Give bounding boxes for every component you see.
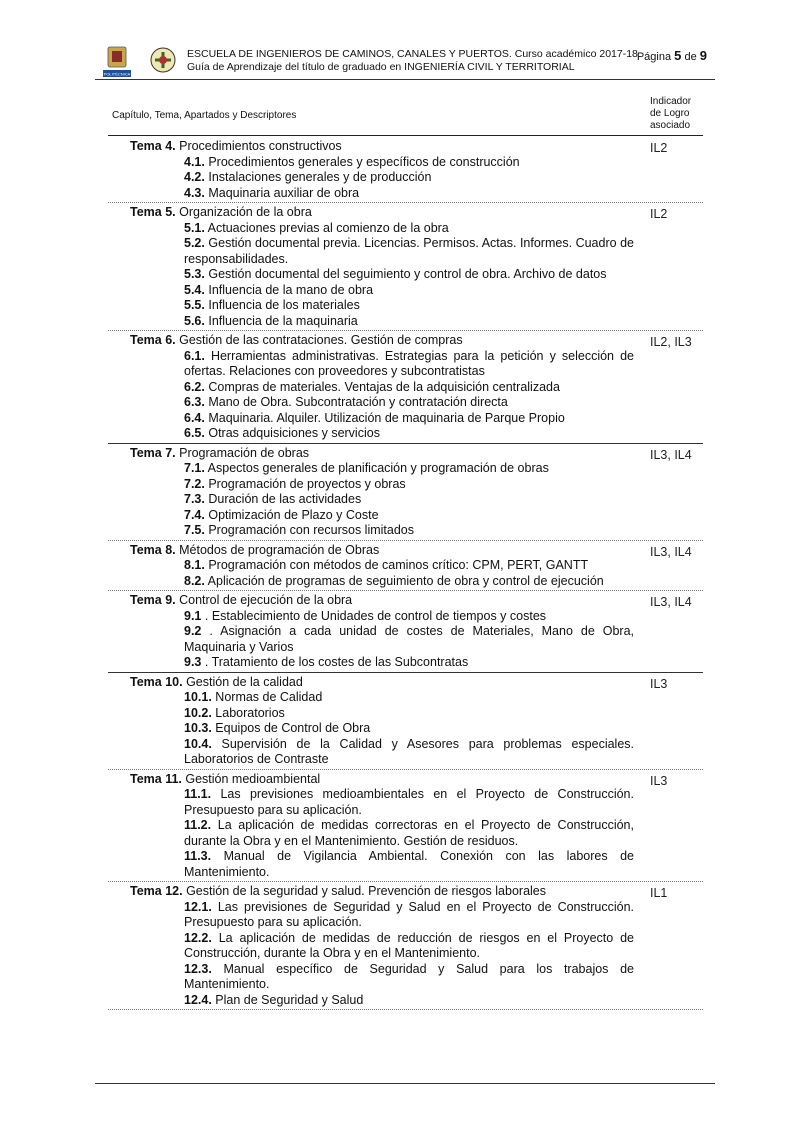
topic-title [108,593,703,609]
item-text: Maquinaria. Alquiler. Utilización de maquinaria de Parque Propio [208,410,565,425]
item-number: 9.2 [184,624,202,638]
school-crest-icon [149,46,177,74]
item-text: Programación con recursos limitados [208,523,414,537]
item-number: 8.2. [184,573,205,588]
topic-title [108,139,703,155]
topic-item [108,477,634,493]
topic-block [108,882,703,1010]
topic-title [108,543,703,559]
topic-title-text: Gestión de la calidad [186,674,303,689]
item-number: 4.2. [184,170,205,184]
topic-number: Tema 8. [130,542,176,557]
topic-item [108,426,634,442]
topic-item [108,236,634,267]
item-text: Programación de proyectos y obras [208,476,406,491]
topic-number: Tema 6. [130,333,176,347]
achievement-indicator: IL3, IL4 [650,595,692,609]
item-text: Plan de Seguridad y Salud [215,992,364,1007]
item-number: 8.1. [184,558,205,572]
column-header-topics: Capítulo, Tema, Apartados y Descriptores [112,110,297,121]
footer-divider [95,1083,715,1084]
topic-item [108,395,634,411]
topic-item [108,267,634,283]
item-text: Instalaciones generales y de producción [208,170,432,184]
item-number: 6.4. [184,410,205,425]
item-text: La aplicación de medidas de reducción de riesgos en el Proyecto de Construcción, durante la Obra y en el Mantenimiento. [184,930,634,960]
item-number: 5.2. [184,236,205,250]
topic-title-text: Gestión de la seguridad y salud. Prevención de riesgos laborales [186,884,546,898]
topic-block [108,444,703,541]
item-number: 9.3 [184,655,202,669]
item-number: 5.5. [184,298,205,312]
item-text: Maquinaria auxiliar de obra [208,185,360,200]
topic-title-text: Control de ejecución de la obra [179,593,353,607]
topic-item [108,170,634,186]
item-text: Laboratorios [215,705,285,720]
topic-title-text: Programación de obras [179,445,310,460]
topic-block [108,770,703,883]
item-text: Manual específico de Seguridad y Salud para los trabajos de Mantenimiento. [184,961,634,991]
topic-block [108,137,703,203]
item-number: 7.1. [184,461,205,475]
topic-item [108,818,634,849]
page-number: Página 5 de 9 [636,48,707,63]
topic-title-text: Procedimientos constructivos [179,139,342,153]
item-text: Herramientas administrativas. Estrategias para la petición y selección de ofertas. Relaciones con proveedores y subcontratistas [184,348,634,378]
svg-text:POLITÉCNICA: POLITÉCNICA [103,71,131,77]
item-text: . Tratamiento de los costes de las Subcontratas [204,655,469,669]
header-line2: Guía de Aprendizaje del título de graduado en INGENIERÍA CIVIL Y TERRITORIAL [187,61,575,73]
topic-item [108,900,634,931]
topic-title-text: Organización de la obra [179,205,312,219]
topic-item [108,849,634,880]
topic-item [108,737,634,768]
item-text: Otras adquisiciones y servicios [208,426,380,440]
item-number: 12.1. [184,899,212,914]
column-header-indicator: Indicador de Logro asociado [650,96,692,131]
header-divider [95,79,715,80]
item-number: 5.4. [184,282,205,297]
item-number: 4.3. [184,185,205,200]
achievement-indicator: IL1 [650,886,668,900]
achievement-indicator: IL3, IL4 [650,544,692,559]
achievement-indicator: IL3 [650,676,668,691]
item-number: 6.5. [184,426,205,440]
table-header-divider [108,135,703,136]
topic-number: Tema 4. [130,139,176,153]
topic-title-text: Gestión de las contrataciones. Gestión de compras [179,333,463,347]
achievement-indicator: IL3 [650,773,668,788]
topic-item [108,461,634,477]
item-number: 7.3. [184,492,205,506]
topic-item [108,706,634,722]
topic-title [108,675,703,691]
item-number: 5.6. [184,313,205,328]
topic-item [108,523,634,539]
topic-block [108,591,703,673]
topic-item [108,186,634,202]
topic-item [108,155,634,171]
topic-block [108,541,703,592]
item-number: 7.5. [184,523,205,537]
topic-block [108,331,703,444]
achievement-indicator: IL2, IL3 [650,335,692,349]
topic-item [108,787,634,818]
item-text: Equipos de Control de Obra [215,721,371,735]
item-text: Programación con métodos de caminos crítico: CPM, PERT, GANTT [208,558,589,572]
topic-item [108,380,634,396]
topic-number: Tema 9. [130,593,176,607]
topic-title [108,446,703,462]
item-number: 7.2. [184,476,205,491]
item-number: 11.2. [184,818,212,832]
item-number: 6.3. [184,395,205,409]
item-text: Influencia de la maquinaria [208,313,358,328]
topic-item [108,558,634,574]
item-text: Supervisión de la Calidad y Asesores para problemas especiales. Laboratorios de Contraste [184,736,634,766]
page-header [95,40,715,80]
item-number: 5.3. [184,267,205,281]
item-number: 11.3. [184,849,212,863]
topic-item [108,721,634,737]
topic-item [108,655,634,671]
achievement-indicator: IL2 [650,141,668,155]
topic-item [108,283,634,299]
item-text: Compras de materiales. Ventajas de la adquisición centralizada [208,379,560,394]
item-number: 5.1. [184,220,205,235]
item-number: 6.1. [184,348,205,363]
topic-block [108,203,703,331]
item-text: Actuaciones previas al comienzo de la obra [207,220,449,235]
item-text: Las previsiones medioambientales en el Proyecto de Construcción. Presupuesto para su aplicación. [184,787,634,817]
topic-number: Tema 12. [130,884,183,898]
topics-table [108,137,703,1010]
item-number: 6.2. [184,379,205,394]
item-number: 9.1 [184,608,202,623]
item-text: Influencia de los materiales [208,298,360,312]
item-text: Procedimientos generales y específicos de construcción [208,154,520,169]
item-number: 10.2. [184,705,212,720]
topic-item [108,492,634,508]
topic-item [108,411,634,427]
item-text: Gestión documental del seguimiento y control de obra. Archivo de datos [208,267,607,281]
topic-item [108,609,634,625]
achievement-indicator: IL3, IL4 [650,447,692,462]
topic-number: Tema 7. [130,445,176,460]
item-number: 4.1. [184,154,205,169]
item-text: . Asignación a cada unidad de costes de Materiales, Mano de Obra, Maquinaria y Varios [184,624,634,654]
item-text: Gestión documental previa. Licencias. Permisos. Actas. Informes. Cuadro de responsabilidades. [184,236,634,266]
item-number: 12.3. [184,961,212,976]
topic-title-text: Métodos de programación de Obras [179,542,380,557]
item-text: Manual de Vigilancia Ambiental. Conexión con las labores de Mantenimiento. [184,849,634,879]
topic-item [108,931,634,962]
item-text: Normas de Calidad [215,690,323,704]
topic-item [108,221,634,237]
topic-item [108,298,634,314]
item-number: 12.2. [184,930,212,945]
topic-title [108,333,703,349]
item-text: Aspectos generales de planificación y programación de obras [207,461,549,475]
topic-item [108,574,634,590]
topic-item [108,962,634,993]
topic-item [108,690,634,706]
item-number: 10.1. [184,690,212,704]
upm-logo-icon [103,46,131,78]
topic-block [108,673,703,770]
topic-title [108,884,703,900]
topic-item [108,624,634,655]
item-text: La aplicación de medidas correctoras en el Proyecto de Construcción, durante la Obra y en el Mantenimiento. Gestión de residuos. [184,818,634,848]
item-text: Optimización de Plazo y Coste [208,507,379,522]
achievement-indicator: IL2 [650,207,668,221]
topic-number: Tema 5. [130,205,176,219]
topic-title-text: Gestión medioambiental [185,771,321,786]
item-number: 12.4. [184,992,212,1007]
column-headers [108,96,708,134]
topic-item [108,314,634,330]
header-line1: ESCUELA DE INGENIEROS DE CAMINOS, CANALES Y PUERTOS. Curso académico 2017-18 [187,48,638,60]
item-number: 11.1. [184,787,212,801]
topic-title [108,205,703,221]
item-number: 10.3. [184,721,212,735]
topic-item [108,349,634,380]
item-text: . Establecimiento de Unidades de control de tiempos y costes [204,608,547,623]
topic-item [108,993,634,1009]
topic-title [108,772,703,788]
item-text: Las previsiones de Seguridad y Salud en el Proyecto de Construcción. Presupuesto para su aplicación. [184,899,634,929]
topic-number: Tema 11. [130,771,182,786]
item-number: 7.4. [184,507,205,522]
item-text: Aplicación de programas de seguimiento de obra y control de ejecución [207,573,604,588]
item-text: Mano de Obra. Subcontratación y contratación directa [208,395,508,409]
item-text: Influencia de la mano de obra [208,282,374,297]
topic-item [108,508,634,524]
item-number: 10.4. [184,736,212,751]
topic-number: Tema 10. [130,674,183,689]
item-text: Duración de las actividades [208,492,362,506]
